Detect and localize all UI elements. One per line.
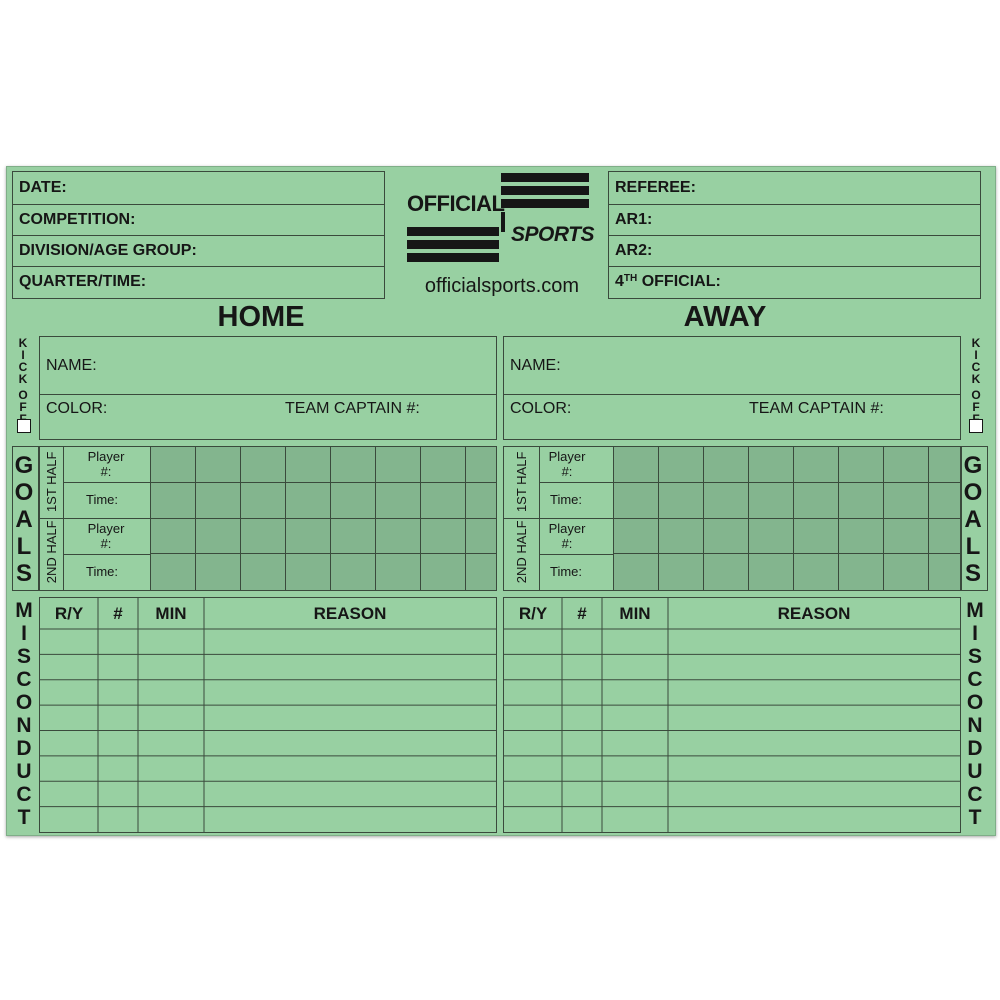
away-color-row[interactable] bbox=[504, 394, 960, 439]
ar1-label: AR1: bbox=[615, 210, 653, 228]
away-second-half-cell bbox=[504, 519, 540, 590]
goal-entry-cell[interactable] bbox=[196, 519, 241, 555]
home-color-label: COLOR: bbox=[46, 400, 108, 417]
away-time-label-2: Time: bbox=[550, 564, 583, 579]
quarter-row[interactable] bbox=[13, 266, 384, 298]
home-color-row[interactable] bbox=[40, 394, 496, 439]
away-col-reason: REASON bbox=[777, 604, 851, 623]
away-player-label-2a: Player bbox=[548, 521, 586, 536]
logo bbox=[405, 171, 595, 271]
officials-box bbox=[608, 171, 981, 299]
away-col-ry: R/Y bbox=[518, 604, 548, 623]
goal-entry-cell[interactable] bbox=[151, 447, 196, 483]
goal-entry-cell[interactable] bbox=[466, 554, 496, 590]
away-player-label-1b: #: bbox=[561, 464, 573, 479]
home-captain-label: TEAM CAPTAIN #: bbox=[285, 400, 420, 417]
goal-entry-cell[interactable] bbox=[376, 554, 421, 590]
goal-entry-cell[interactable] bbox=[196, 447, 241, 483]
referee-label: REFEREE: bbox=[615, 179, 696, 196]
goal-entry-cell[interactable] bbox=[421, 483, 466, 519]
home-first-half-label: 1ST HALF bbox=[44, 451, 60, 513]
goal-entry-cell[interactable] bbox=[466, 519, 496, 555]
goal-entry-cell[interactable] bbox=[241, 554, 286, 590]
website-text[interactable]: officialsports.com bbox=[424, 275, 580, 297]
goal-entry-cell[interactable] bbox=[331, 447, 376, 483]
goal-entry-cell[interactable] bbox=[749, 519, 794, 555]
logo-official-text: OFFICIAL bbox=[407, 191, 505, 216]
home-player-label-2b: #: bbox=[100, 536, 112, 551]
goal-entry-cell[interactable] bbox=[884, 519, 929, 555]
goal-entry-cell[interactable] bbox=[794, 554, 839, 590]
goal-entry-cell[interactable] bbox=[151, 483, 196, 519]
goal-entry-cell[interactable] bbox=[151, 519, 196, 555]
goal-entry-cell[interactable] bbox=[196, 483, 241, 519]
goal-entry-cell[interactable] bbox=[286, 519, 331, 555]
date-label: DATE: bbox=[19, 179, 67, 196]
away-first-half-label: 1ST HALF bbox=[514, 451, 530, 513]
division-row[interactable] bbox=[13, 235, 384, 267]
ar1-row[interactable] bbox=[609, 204, 980, 236]
home-goals-grid[interactable] bbox=[151, 447, 496, 590]
goal-entry-cell[interactable] bbox=[421, 519, 466, 555]
goal-entry-cell[interactable] bbox=[614, 447, 659, 483]
away-team-box bbox=[503, 336, 961, 440]
goal-entry-cell[interactable] bbox=[331, 519, 376, 555]
home-second-half-label: 2ND HALF bbox=[44, 520, 60, 584]
fourth-official-label: 4TH OFFICIAL: bbox=[615, 273, 721, 290]
home-player-label-1b: #: bbox=[100, 464, 112, 479]
away-goals-side-label: G O A L S bbox=[963, 452, 983, 587]
match-info-box bbox=[12, 171, 385, 299]
goal-entry-cell[interactable] bbox=[659, 554, 704, 590]
home-goals-table bbox=[39, 446, 497, 591]
away-time-cell-1 bbox=[540, 483, 614, 519]
goal-entry-cell[interactable] bbox=[659, 483, 704, 519]
goal-entry-cell[interactable] bbox=[839, 483, 884, 519]
home-player-cell-1 bbox=[64, 447, 151, 483]
fourth-official-row[interactable] bbox=[609, 266, 980, 298]
goal-entry-cell[interactable] bbox=[659, 447, 704, 483]
goal-entry-cell[interactable] bbox=[794, 483, 839, 519]
goal-entry-cell[interactable] bbox=[929, 447, 960, 483]
away-time-cell-2 bbox=[540, 555, 614, 590]
goal-entry-cell[interactable] bbox=[749, 483, 794, 519]
goal-entry-cell[interactable] bbox=[331, 483, 376, 519]
goal-entry-cell[interactable] bbox=[929, 483, 960, 519]
home-title: HOME bbox=[217, 301, 305, 333]
goal-entry-cell[interactable] bbox=[659, 519, 704, 555]
home-player-label-2a: Player bbox=[87, 521, 125, 536]
division-label: DIVISION/AGE GROUP: bbox=[19, 241, 197, 259]
away-misconduct-table bbox=[503, 597, 961, 833]
goal-entry-cell[interactable] bbox=[286, 447, 331, 483]
goal-entry-cell[interactable] bbox=[241, 447, 286, 483]
goal-entry-cell[interactable] bbox=[614, 519, 659, 555]
goal-entry-cell[interactable] bbox=[241, 519, 286, 555]
home-misconduct-table bbox=[39, 597, 497, 833]
game-card bbox=[6, 166, 996, 836]
away-misconduct-side-label: M I S C O N D U C T bbox=[966, 599, 984, 829]
competition-row[interactable] bbox=[13, 204, 384, 236]
home-time-label-2: Time: bbox=[86, 564, 119, 579]
home-col-num: # bbox=[113, 604, 123, 623]
goal-entry-cell[interactable] bbox=[376, 447, 421, 483]
goal-entry-cell[interactable] bbox=[421, 554, 466, 590]
goal-entry-cell[interactable] bbox=[241, 483, 286, 519]
competition-label: COMPETITION: bbox=[19, 210, 136, 228]
home-kickoff-checkbox[interactable] bbox=[17, 419, 31, 433]
away-goals-side-box bbox=[961, 446, 988, 591]
goal-entry-cell[interactable] bbox=[331, 554, 376, 590]
home-first-half-cell bbox=[40, 447, 64, 519]
away-kickoff-checkbox[interactable] bbox=[969, 419, 983, 433]
goal-entry-cell[interactable] bbox=[466, 447, 496, 483]
quarter-label: QUARTER/TIME: bbox=[19, 273, 147, 290]
goal-entry-cell[interactable] bbox=[376, 519, 421, 555]
home-team-box bbox=[39, 336, 497, 440]
home-player-cell-2 bbox=[64, 519, 151, 555]
ar2-row[interactable] bbox=[609, 235, 980, 267]
logo-stripes-icon bbox=[405, 171, 595, 271]
goal-entry-cell[interactable] bbox=[794, 447, 839, 483]
home-misconduct-side-label: M I S C O N D U C T bbox=[15, 599, 33, 829]
away-captain-label: TEAM CAPTAIN #: bbox=[749, 400, 884, 417]
away-time-label-1: Time: bbox=[550, 492, 583, 507]
goal-entry-cell[interactable] bbox=[794, 519, 839, 555]
away-kickoff-label: K I C K O F bbox=[971, 336, 981, 414]
goal-entry-cell[interactable] bbox=[376, 483, 421, 519]
logo-sports-text: SPORTS bbox=[511, 223, 594, 246]
away-col-min: MIN bbox=[619, 604, 651, 623]
goal-entry-cell[interactable] bbox=[749, 554, 794, 590]
away-misconduct-lines[interactable] bbox=[504, 598, 960, 832]
home-kickoff-label: K I C K O F bbox=[18, 336, 28, 414]
home-second-half-cell bbox=[40, 519, 64, 590]
goal-entry-cell[interactable] bbox=[884, 554, 929, 590]
away-goals-table bbox=[503, 446, 961, 591]
away-name-row[interactable] bbox=[504, 337, 960, 395]
away-color-label: COLOR: bbox=[510, 400, 572, 417]
away-first-half-cell bbox=[504, 447, 540, 519]
home-col-ry: R/Y bbox=[54, 604, 84, 623]
home-time-label-1: Time: bbox=[86, 492, 119, 507]
ar2-label: AR2: bbox=[615, 241, 653, 259]
goal-entry-cell[interactable] bbox=[929, 554, 960, 590]
goal-entry-cell[interactable] bbox=[614, 483, 659, 519]
goal-entry-cell[interactable] bbox=[614, 554, 659, 590]
home-col-reason: REASON bbox=[313, 604, 387, 623]
goal-entry-cell[interactable] bbox=[151, 554, 196, 590]
away-player-label-1a: Player bbox=[548, 449, 586, 464]
home-col-min: MIN bbox=[155, 604, 187, 623]
away-player-cell-2 bbox=[540, 519, 614, 555]
goal-entry-cell[interactable] bbox=[704, 483, 749, 519]
goal-entry-cell[interactable] bbox=[704, 519, 749, 555]
goal-entry-cell[interactable] bbox=[421, 447, 466, 483]
away-col-num: # bbox=[577, 604, 587, 623]
goal-entry-cell[interactable] bbox=[286, 554, 331, 590]
home-name-label: NAME: bbox=[46, 357, 97, 374]
home-time-cell-1 bbox=[64, 483, 151, 519]
goal-entry-cell[interactable] bbox=[466, 483, 496, 519]
home-name-row[interactable] bbox=[40, 337, 496, 395]
away-player-cell-1 bbox=[540, 447, 614, 483]
away-player-label-2b: #: bbox=[561, 536, 573, 551]
goal-entry-cell[interactable] bbox=[884, 447, 929, 483]
home-player-label-1a: Player bbox=[87, 449, 125, 464]
away-second-half-label: 2ND HALF bbox=[514, 520, 530, 584]
goal-entry-cell[interactable] bbox=[704, 447, 749, 483]
away-goals-grid[interactable] bbox=[614, 447, 960, 590]
goal-entry-cell[interactable] bbox=[704, 554, 749, 590]
away-name-label: NAME: bbox=[510, 357, 561, 374]
goal-entry-cell[interactable] bbox=[749, 447, 794, 483]
goal-entry-cell[interactable] bbox=[286, 483, 331, 519]
goal-entry-cell[interactable] bbox=[884, 483, 929, 519]
home-misconduct-lines[interactable] bbox=[40, 598, 496, 832]
goal-entry-cell[interactable] bbox=[839, 519, 884, 555]
goal-entry-cell[interactable] bbox=[929, 519, 960, 555]
goal-entry-cell[interactable] bbox=[839, 554, 884, 590]
away-title: AWAY bbox=[683, 301, 767, 333]
goal-entry-cell[interactable] bbox=[839, 447, 884, 483]
home-goals-side-box bbox=[12, 446, 39, 591]
home-time-cell-2 bbox=[64, 555, 151, 590]
date-row[interactable] bbox=[13, 172, 384, 205]
goal-entry-cell[interactable] bbox=[196, 554, 241, 590]
home-goals-side-label: G O A L S bbox=[14, 452, 34, 587]
referee-row[interactable] bbox=[609, 172, 980, 205]
